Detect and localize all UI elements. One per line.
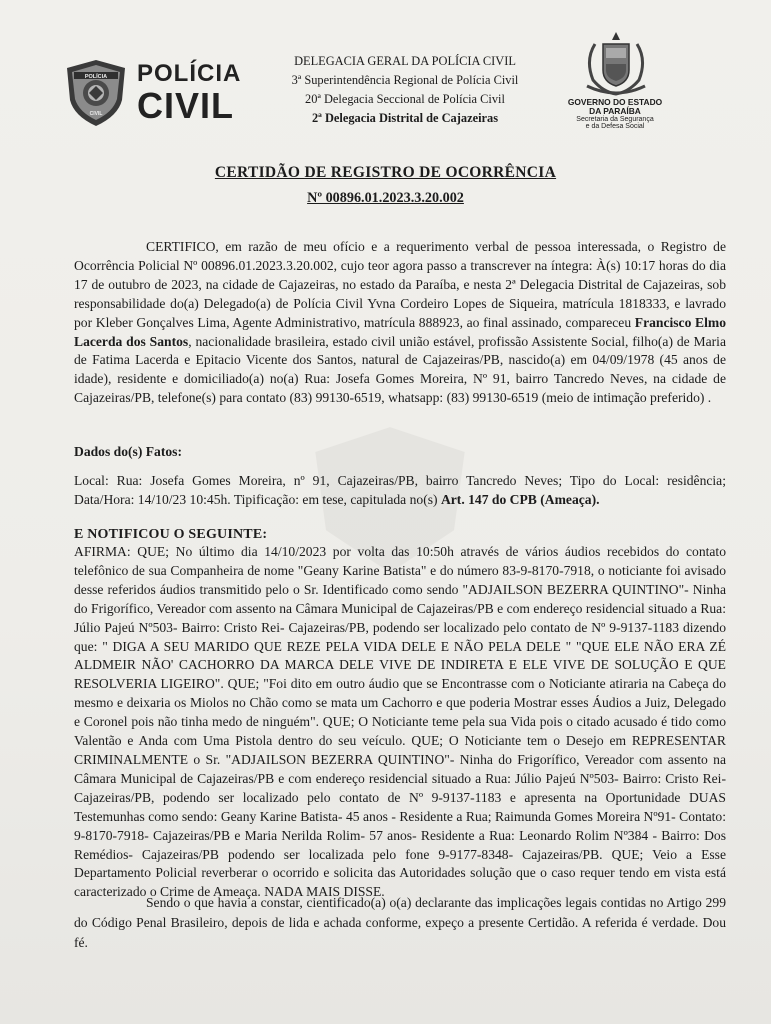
agency-line-1: DELEGACIA GERAL DA POLÍCIA CIVIL (294, 54, 516, 68)
intro-paragraph (74, 238, 726, 408)
closing-paragraph: Sendo o que havia a constar, cientificado(a) o(a) declarante das implicações legais contidas no Artigo 299 do Código Penal Brasileiro, depois de lida e achada conforme, expeço a presente Certidão. A referida é verdade. Dou fé. (74, 895, 726, 950)
police-word-1: POLÍCIA (137, 60, 242, 87)
fatos-article: Art. 147 do CPB (Ameaça). (440, 491, 600, 507)
declarant-name: Francisco Elmo Lacerda dos Santos (74, 314, 726, 349)
intro-part-1: CERTIFICO, em razão de meu ofício e a requerimento verbal de pessoa interessada, o Registro de Ocorrência Policial Nº 00896.01.2023.3.20.002, cujo teor agora passo a transcrever na íntegra: À(s) 10:17 horas do dia 17 de outubro de 2023, na cidade de Cajazeiras, no estado da Paraíba, e nesta 2ª Delegacia Distrital de Cajazeiras, sob responsabilidade do(a) Delegado(a) de Polícia Civil Yvna Cordeiro Lopes de Siqueira, matrícula 1818333, e lavrado por Kleber Gonçalves Lima, Agente Administrativo, matrícula 888923, ao final assinado, compareceu (74, 239, 726, 330)
document-title: CERTIDÃO DE REGISTRO DE OCORRÊNCIA (214, 164, 557, 181)
notificou-heading: E NOTIFICOU O SEGUINTE: (74, 527, 268, 542)
state-line-3: Secretaria da Segurança (576, 115, 654, 123)
notificou-paragraph: AFIRMA: QUE; No último dia 14/10/2023 por volta das 10:50h através de vários áudios recebidos do contato telefônico de sua Companheira de nome "Geany Karine Batista" e do número 83-9-8170-7918, o noticiante foi avisado desse referidos áudios transmitido pelo o Sr. Identificado como sendo "ADJAILSON BEZERRA QUINTINO"- Ninha do Frigorífico, Vereador com assento na Câmara Municipal de Cajazeiras/PB e com endereço residencial situado a Rua: Júlio Pajeú Nº503- Bairro: Cristo Rei- Cajazeiras/PB, podendo ser localizado pelo contato de Nº 9-9137-1183 dizendo que: " DIGA A SEU MARIDO QUE REZE PELA VIDA DELE E NÃO PELA DELE " "QUE ELE NÃO ERA ZÉ ALDMEIR NÃO' CACHORRO DA MARCA DELE VIVE DE INDIRETA E ELE VIVE DE SOLUÇÃO E QUE RESOLVERIA LIGEIRO". QUE; "Foi dito em outro áudio que se Encontrasse com o Noticiante atiraria na Cabeça do mesmo e deixaria os Miolos no Chão como se mata um Cachorro e que poderia Mostrar esses Áudios a Juiz, Delegado e Coronel pois não tinha medo de ninguém". QUE; O Noticiante teme pela sua Vida pois o citado acusado é tido como Valentão e Anda com Uma Pistola dentro do seu veículo. QUE; O Noticiante tem o Desejo em REPRESENTAR CRIMINALMENTE o Sr. "ADJAILSON BEZERRA QUINTINO"- Ninha do Frigorífico, Vereador com assento na Câmara Municipal de Cajazeiras/PB e com endereço residencial situado a Rua: Júlio Pajeú Nº503- Bairro: Cristo Rei- Cajazeiras/PB, podendo ser localizado pelo contato de Nº 9-9137-1183 e apresenta na Oportunidade DUAS Testemunhas como sendo: Geany Karine Batista- 45 anos - Residente a Rua; Raimunda Gomes Moreira Nº91- Contato: 9-8170-7918- Cajazeiras/PB e Maria Nerilda Rolim- 57 anos- Residente a Rua: Leonardo Rolim Nº384 - Bairro: Dos Remédios- Cajazeiras/PB podendo ser localizada pelo fone 9-9177-8348- Cajazeiras/PB. QUE; Veio a Esse Departamento Policial reverberar o ocorrido e solicita das Autoridades solução que o caso requer tendo em vista está caracterizado o Crime de Ameaça. NADA MAIS DISSE. (74, 544, 726, 900)
police-badge-icon (62, 58, 130, 128)
agency-line-2: 3ª Superintendência Regional de Polícia Civil (291, 73, 519, 87)
agency-line-3: 20ª Delegacia Seccional de Polícia Civil (305, 92, 505, 106)
fatos-paragraph (74, 472, 726, 510)
intro-part-2: , nacionalidade brasileira, estado civil união estável, profissão Assistente Social, filho(a) de Maria de Fatima Lacerda e Epitacio Vicente dos Santos, natural de Cajazeiras/PB, nascido(a) em 04/09/1978 (45 anos de idade), residente e domiciliado(a) no(a) Rua: Josefa Gomes Moreira, Nº 91, bairro Tancredo Neves, na cidade de Cajazeiras/PB, telefone(s) para contato (83) 99130-6519, whatsapp: (83) 99130-6519 (meio de intimação preferido) . (74, 333, 726, 406)
fatos-text: Local: Rua: Josefa Gomes Moreira, nº 91, Cajazeiras/PB, bairro Tancredo Neves; Tipo do Local: residência; Data/Hora: 14/10/23 10:45h. Tipificação: em tese, capitulada no(s) (74, 473, 726, 507)
document-number: Nº 00896.01.2023.3.20.002 (307, 190, 464, 206)
police-wordmark (137, 62, 241, 124)
state-line-1: GOVERNO DO ESTADO (567, 97, 663, 107)
agency-line-4: 2ª Delegacia Distrital de Cajazeiras (311, 111, 499, 125)
paraiba-coat-of-arms-icon (575, 30, 657, 98)
fatos-heading: Dados do(s) Fatos: (74, 444, 182, 459)
badge-text-top: POLÍCIA (84, 74, 108, 80)
agency-header (270, 52, 540, 128)
badge-text-bottom: CIVIL (89, 111, 103, 117)
state-government-label (560, 98, 670, 130)
state-line-2: DA PARAÍBA (589, 105, 641, 116)
police-word-2: CIVIL (137, 85, 235, 126)
state-line-4: e da Defesa Social (585, 122, 645, 130)
